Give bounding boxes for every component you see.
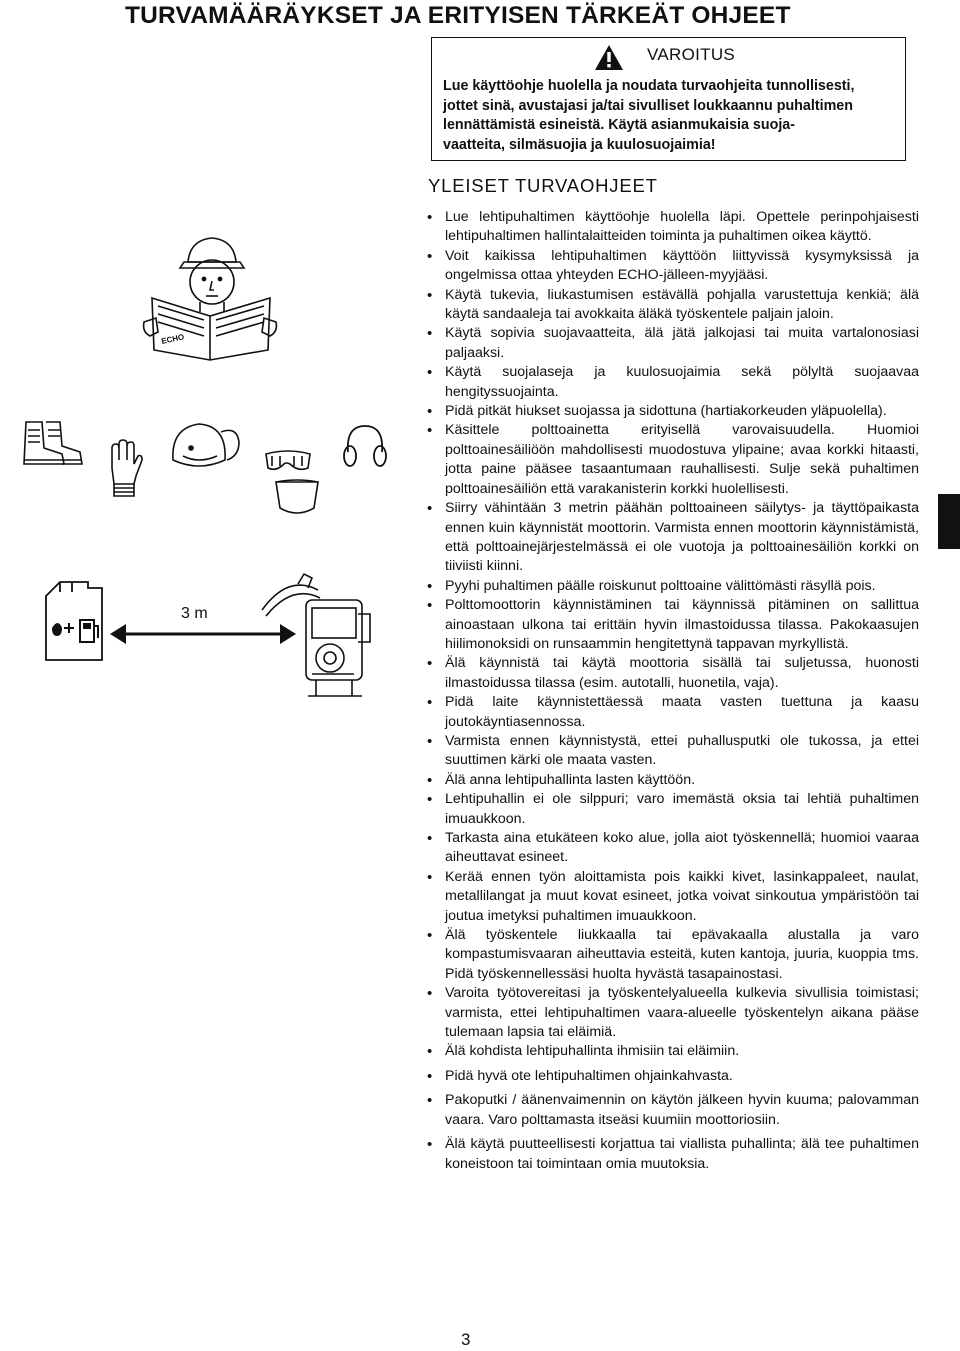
safety-goggles-icon (262, 446, 314, 474)
list-item: • Käytä suojalaseja ja kuulosuojaimia sekä pölyltä suojaavaa hengityssuojainta. (427, 363, 919, 402)
ear-muffs-icon (340, 422, 390, 472)
list-item: • Käytä sopivia suojavaatteita, älä jätä jalkojasi tai muita vartalonosiasi paljaaksi. (427, 324, 919, 363)
man-reading-manual-illustration (140, 232, 280, 362)
section-title: YLEISET TURVAOHJEET (428, 175, 658, 196)
safety-list (427, 208, 919, 1174)
page-number: 3 (461, 1330, 471, 1349)
list-item: • Kerää ennen työn aloittamista pois kaikki kivet, lasinkappaleet, naulat, metallilangat ja muut kovat esineet, jotka voivat sinkoutua ympäristöön tai joutua imetyksi puhaltimen imuaukkoon. (427, 868, 919, 926)
warning-heading: VAROITUS (647, 45, 736, 64)
list-item: • Pyyhi puhaltimen päälle roiskunut polttoaine välittömästi räsyllä pois. (427, 577, 919, 596)
list-item: • Polttomoottorin käynnistäminen tai käynnissä pitäminen on sallittua ainoastaan ulkona tai erittäin hyvin ilmastoidussa tilassa. Pakokaasujen hiilimonoksidi on runsaammin hengitettynä tappavan myrkyllistä. (427, 596, 919, 654)
page-title: TURVAMÄÄRÄYKSET JA ERITYISEN TÄRKEÄT OHJEET (125, 2, 791, 29)
safety-boots-icon (18, 418, 90, 470)
list-item: • Lue lehtipuhaltimen käyttöohje huolella läpi. Opettele perinpohjaisesti lehtipuhaltimen hallintalaitteiden toiminta ja puhaltimen oikea käyttö. (427, 208, 919, 247)
list-item: • Pidä laite käynnistettäessä maata vasten tuettuna ja kaasu joutokäyntiasennossa. (427, 693, 919, 732)
warning-box (431, 37, 906, 161)
list-item: • Käsittele polttoainetta erityisellä varovaisuudella. Huomioi polttoainesäiliöön mahdollisesti muodostuva ylipaine; avaa korkki hitaasti, jotta paine pääsee tasaantumaan rauhallisesti. Sulje sekä puhaltimen polttoainesäiliön että varakanisterin korkki huolellisesti. (427, 421, 919, 499)
gloves-icon (100, 438, 150, 500)
dust-mask-icon (165, 412, 245, 474)
list-item: • Älä kohdista lehtipuhallinta ihmisiin tai eläimiin. (427, 1042, 919, 1061)
list-item: • Voit kaikissa lehtipuhaltimen käyttöön liittyvissä kysymyksissä ja ongelmissa ottaa yhteyden ECHO-jälleen-myyjääsi. (427, 247, 919, 286)
warning-line: Lue käyttöohje huolella ja noudata turvaohjeita tunnollisesti, (443, 78, 855, 94)
list-item: • Älä työskentele liukkaalla tai epävakaalla alustalla ja varo kompastumisvaaran aiheuttavia esteitä, kuten kantoja, juuria, kuoppia tms. Pidä työskennellessäsi huolta hyvästä tasapainostasi. (427, 926, 919, 984)
warning-line: jottet sinä, avustajasi ja/tai sivulliset loukkaannu puhaltimen (443, 97, 853, 114)
section-tab-marker (938, 494, 960, 549)
list-item: • Lehtipuhallin ei ole silppuri; varo imemästä oksia tai lehtiä puhaltimen imuaukkoon. (427, 790, 919, 829)
list-item: • Älä käynnistä tai käytä moottoria sisällä tai suljetussa, huonosti ilmastoidussa tilassa (esim. autotalli, huonetila, vaja). (427, 654, 919, 693)
list-item: • Älä anna lehtipuhallinta lasten käyttöön. (427, 771, 919, 790)
list-item: • Pakoputki / äänenvaimennin on käytön jälkeen hyvin kuuma; palovamman vaara. Varo polttamasta itseäsi kuumiin moottoriosiin. (427, 1091, 919, 1130)
warning-line: lennättämistä esineistä. Käytä asianmukaisia suoja- (443, 117, 796, 133)
warning-triangle-icon (594, 44, 624, 71)
warning-line: vaatteita, silmäsuojia ja kuulosuojaimia! (443, 136, 716, 153)
list-item: • Käytä tukevia, liukastumisen estävällä pohjalla varustettuja kenkiä; älä käytä sandaaleja tai avokkaita äläkä työskentele paljain jaloin. (427, 286, 919, 325)
list-item: • Pidä hyvä ote lehtipuhaltimen ohjainkahvasta. (427, 1067, 919, 1086)
warning-text (443, 77, 903, 155)
fuel-canister-icon (38, 578, 110, 664)
list-item: • Pidä pitkät hiukset suojassa ja sidottuna (hartiakorkeuden yläpuolella). (427, 402, 919, 421)
list-item: • Siirry vähintään 3 metrin päähän polttoaineen säilytys- ja täyttöpaikasta ennen kuin käynnistät moottorin. Varmista ennen moottorin käynnistämistä, että polttoainejärjestelmässä ei ole vuotoja ja polttoainesäiliön korkki on tiiviisti kiinni. (427, 499, 919, 577)
list-item: • Varmista ennen käynnistystä, ettei puhallusputki ole tukossa, ja ettei suuttimen kärki ole maata vasten. (427, 732, 919, 771)
distance-label: 3 m (181, 605, 208, 622)
list-item: • Varoita työtovereitasi ja työskentelyalueella kulkevia sivullisia toimistasi; varmista, ettei lehtipuhaltimen vaara-alueelle työskentelyn aikana pääse tulemaan lapsia tai eläimiä. (427, 984, 919, 1042)
list-item: • Älä käytä puutteellisesti korjattua tai viallista puhallinta; älä tee puhaltimen koneistoon tai toimintaan omia muutoksia. (427, 1135, 919, 1174)
backpack-blower-illustration (258, 570, 378, 700)
face-shield-icon (272, 478, 322, 520)
manual-cover-text: ECHO (160, 332, 186, 346)
list-item: • Tarkasta aina etukäteen koko alue, jolla aiot työskennellä; huomioi vaaraa aiheuttavat esineet. (427, 829, 919, 868)
